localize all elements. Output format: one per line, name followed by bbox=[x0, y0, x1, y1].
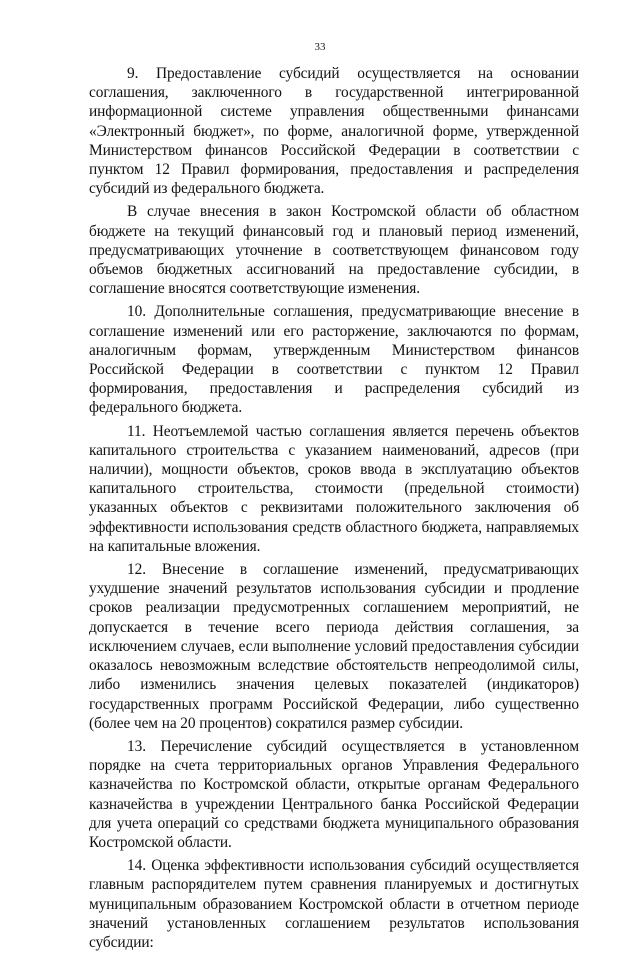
page-number: 33 bbox=[314, 41, 326, 53]
paragraph-11: 11. Неотъемлемой частью соглашения является перечень объектов капитального строительства с указанием наименований, адресов (при наличии), мощности объектов, сроков ввода в эксплуатацию объектов капитального строительства, стоимости (предельной стоимости) указанных объектов с реквизитами положительного заключения об эффективности использования средств областного бюджета, направляемых на капитальные вложения. bbox=[89, 422, 579, 555]
paragraph-12: 12. Внесение в соглашение изменений, предусматривающих ухудшение значений результатов использования субсидии и продление сроков реализации предусмотренных соглашением мероприятий, не допускается в течение всего периода действия соглашения, за исключением случаев, если выполнение условий предоставления субсидии оказалось невозможным вследствие обстоятельств непреодолимой силы, либо изменились значения целевых показателей (индикаторов) государственных программ Российской Федерации, либо существенно (более чем на 20 процентов) сократился размер субсидии. bbox=[89, 561, 579, 732]
paragraph-9: 9. Предоставление субсидий осуществляется на основании соглашения, заключенного в государственной интегрированной информационной системе управления общественными финансами «Электронный бюджет», по форме, аналогичной форме, утвержденной Министерством финансов Российской Федерации в соответствии с пунктом 12 Правил формирования, предоставления и распределения субсидий из федерального бюджета. bbox=[89, 65, 579, 198]
paragraph-10: 10. Дополнительные соглашения, предусматривающие внесение в соглашение изменений или его расторжение, заключаются по формам, аналогичным формам, утвержденным Министерством финансов Российской Федерации в соответствии с пунктом 12 Правил формирования, предоставления и распределения субсидий из федерального бюджета. bbox=[89, 303, 579, 417]
paragraph-13: 13. Перечисление субсидий осуществляется в установленном порядке на счета территориальных органов Управления Федерального казначейства по Костромской области, открытые органам Федерального казначейства в учреждении Центрального банка Российской Федерации для учета операций со средствами бюджета муниципального образования Костромской области. bbox=[89, 737, 579, 851]
document-body bbox=[89, 64, 579, 956]
paragraph-9-amendment: В случае внесения в закон Костромской области об областном бюджете на текущий финансовый год и плановый период изменений, предусматривающих уточнение в соответствующем финансовом году объемов бюджетных ассигнований на предоставление субсидии, в соглашение вносятся соответствующие изменения. bbox=[89, 203, 579, 298]
paragraph-14: 14. Оценка эффективности использования субсидий осуществляется главным распорядителем путем сравнения планируемых и достигнутых муниципальным образованием Костромской области в отчетном периоде значений установленных соглашением результатов использования субсидии: bbox=[89, 857, 579, 951]
